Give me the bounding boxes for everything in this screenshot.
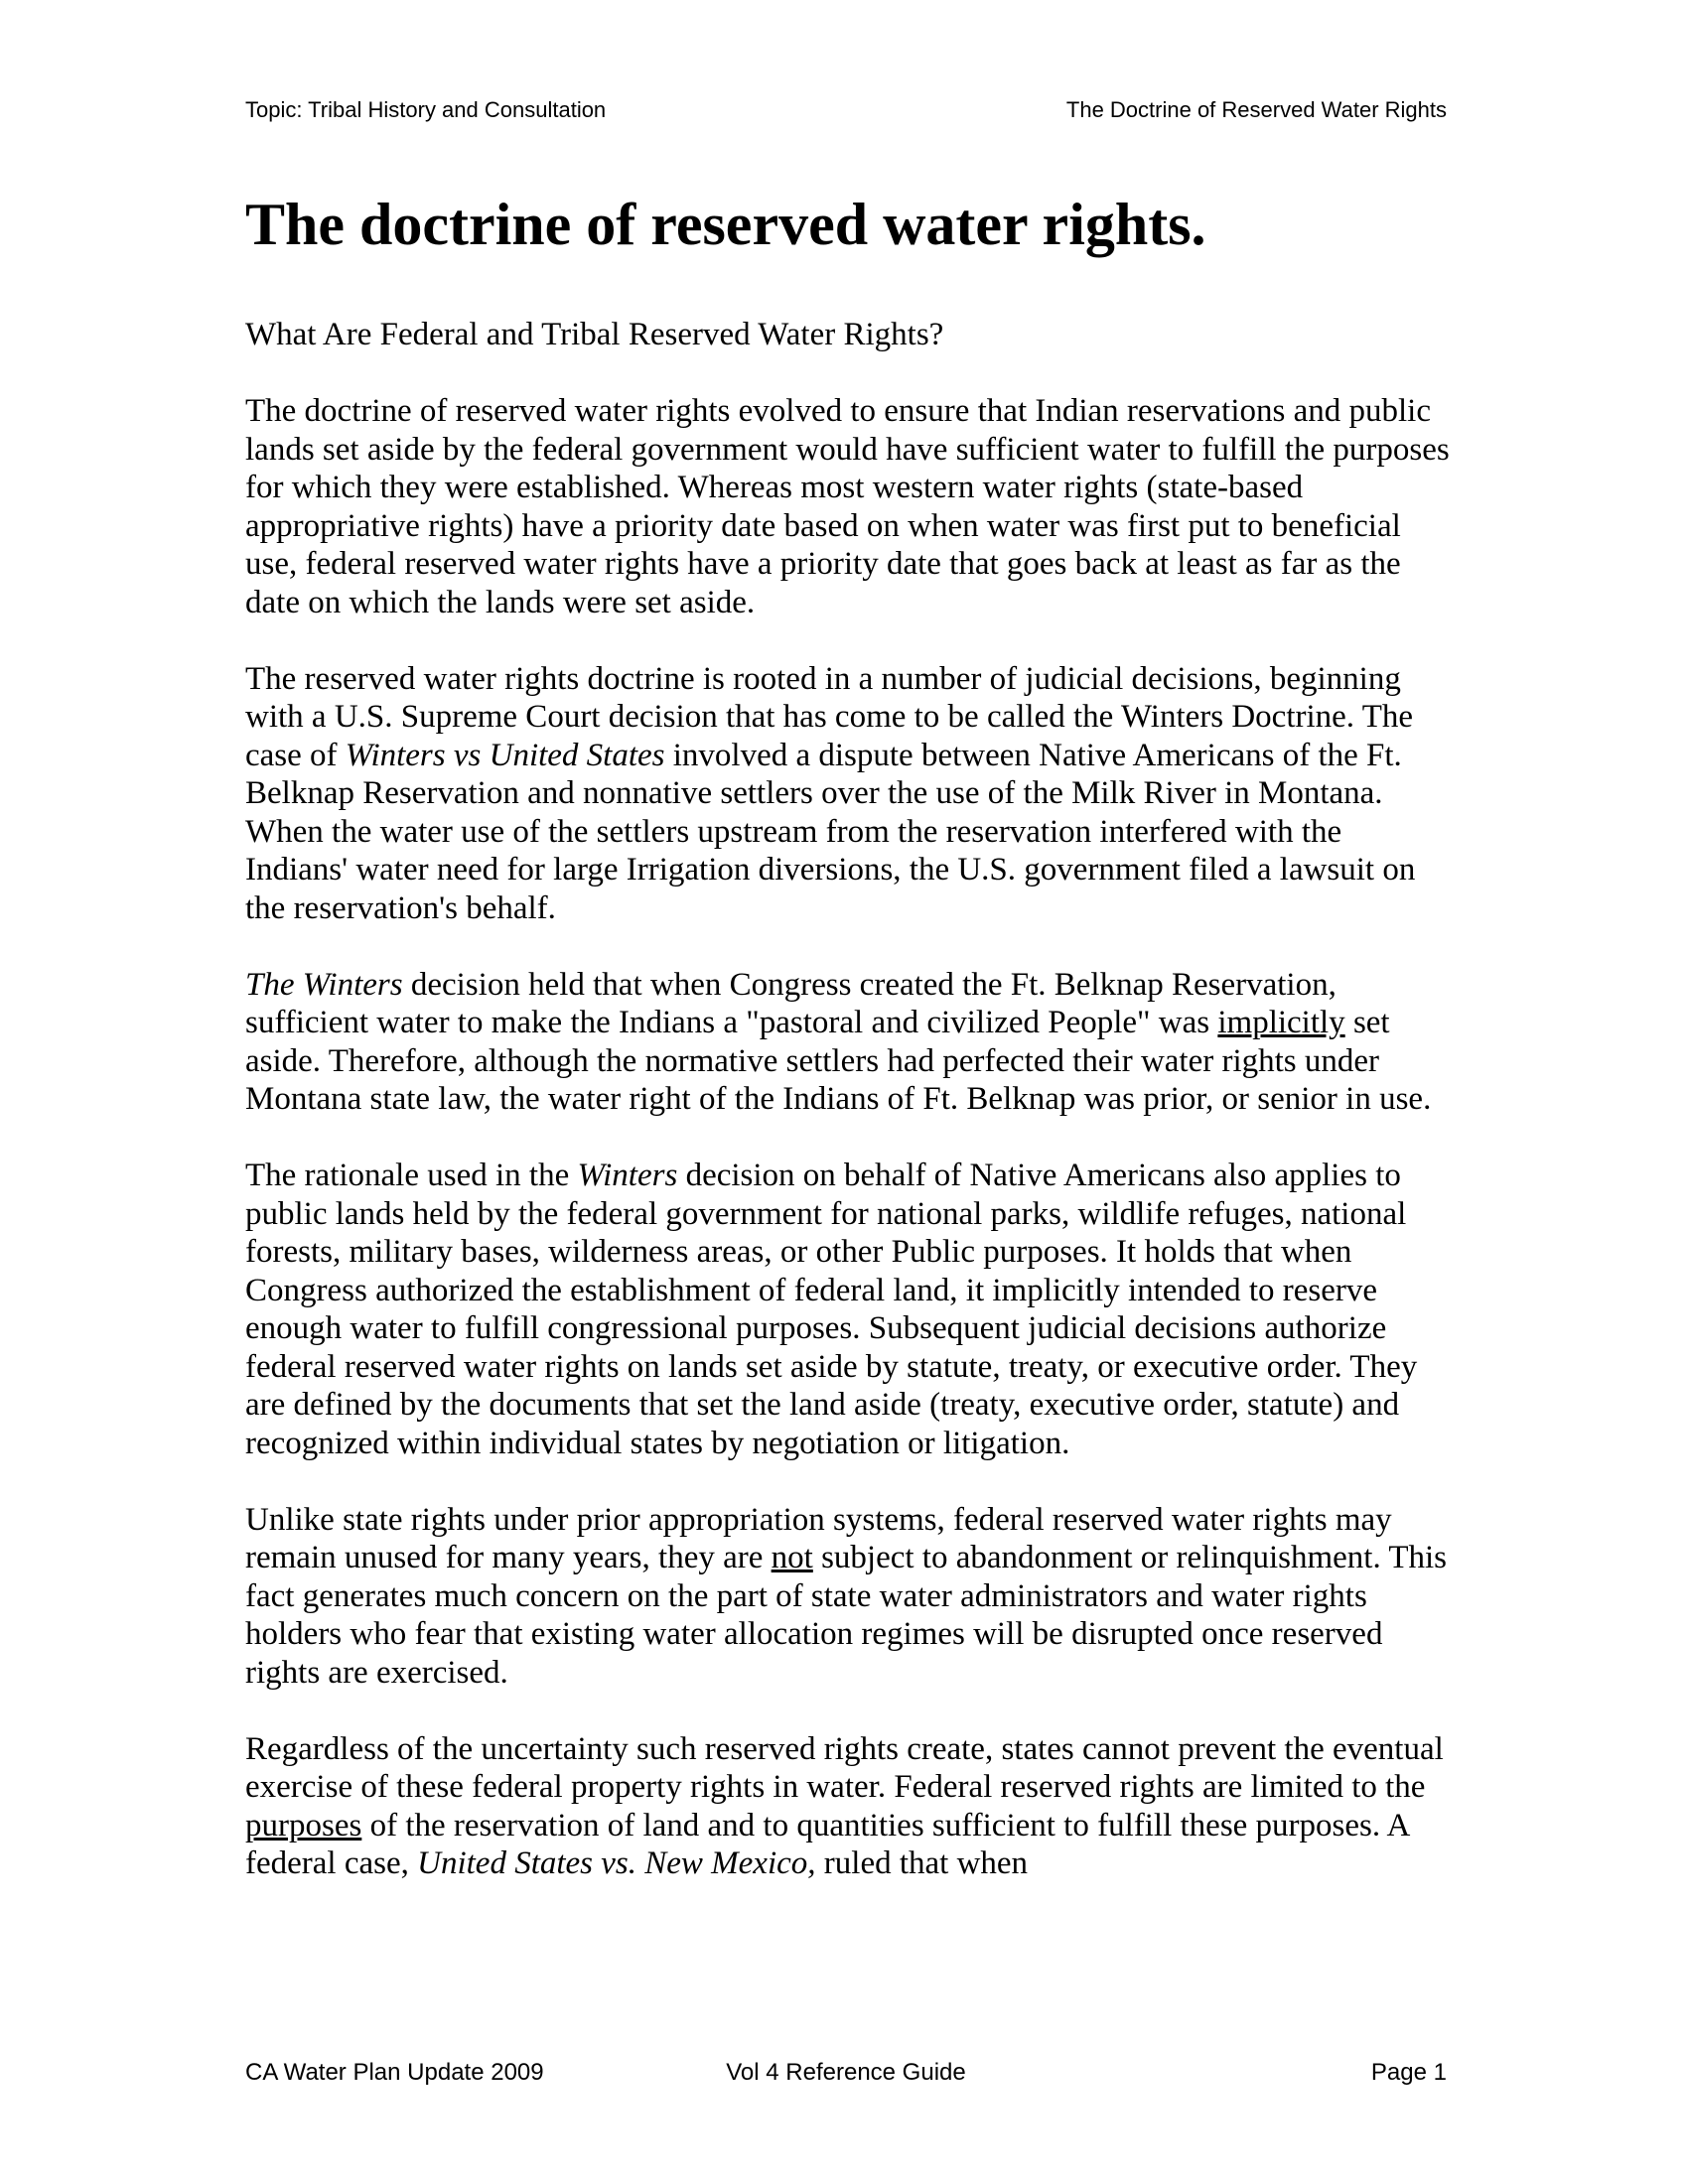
footer-volume-label: Vol 4 Reference Guide (726, 2059, 966, 2086)
italic-text-run: Winters (577, 1158, 678, 1193)
body-paragraph (245, 1157, 1452, 1462)
text-run: ruled that when (815, 1845, 1029, 1881)
text-run: The doctrine of reserved water rights evolved to ensure that Indian reservations and public lands set aside by the federal government would have sufficient water to fulfill the purposes for which they were established. Whereas most western water rights (state-based appropriative rights) have a priority date based on when water was first put to beneficial use, federal reserved water rights have a priority date that goes back at least as far as the date on which the lands were set aside. (245, 393, 1450, 620)
page-header (245, 97, 1447, 123)
paragraph-container (245, 392, 1452, 1883)
italic-text-run: The Winters (245, 966, 403, 1003)
body-paragraph (245, 1730, 1452, 1883)
document-body (245, 185, 1452, 1921)
page-footer (245, 2059, 1447, 2087)
body-paragraph (245, 392, 1452, 621)
text-run: Unlike state rights under prior appropriation systems, federal reserved water rights may remain unused for many years, they are (245, 1501, 1392, 1575)
italic-text-run: Winters vs United States (345, 737, 665, 773)
footer-page-number: Page 1 (1370, 2059, 1447, 2086)
underline-text-run: purposes (245, 1807, 362, 1843)
body-paragraph (245, 1501, 1452, 1693)
text-run: of the reservation of land and to quantities sufficient to fulfill these purposes. A federal case, (245, 1807, 1409, 1881)
text-run: The reserved water rights doctrine is rooted in a number of judicial decisions, beginning with a U.S. Supreme Court decision that has come to be called the Winters Doctrine. The case of (245, 660, 1413, 773)
header-topic-text: Topic: Tribal History and Consultation (245, 97, 607, 122)
underline-text-run: not (771, 1540, 813, 1575)
text-run: The rationale used in the (245, 1158, 578, 1193)
italic-text-run: United States vs. New Mexico, (417, 1845, 816, 1881)
text-run: Regardless of the uncertainty such reserved rights create, states cannot prevent the eventual exercise of these federal property rights in water. Federal reserved rights are limited to the (245, 1730, 1444, 1805)
footer-document-name: CA Water Plan Update 2009 (245, 2059, 544, 2086)
text-run: subject to abandonment or relinquishment. This fact generates much concern on the part of state water administrators and water rights holders who fear that existing water allocation regimes will be disrupted once reserved rights are exercised. (245, 1540, 1448, 1691)
text-run: involved a dispute between Native Americans of the Ft. Belknap Reservation and nonnative settlers over the use of the Milk River in Montana. When the water use of the settlers upstream from the reservation interfered with the Indians' water need for large Irrigation diversions, the U.S. government filed a lawsuit on the reservation's behalf. (245, 737, 1416, 926)
text-run: decision held that when Congress created the Ft. Belknap Reservation, sufficient water to make the Indians a "pastoral and civilized People" was (245, 966, 1336, 1040)
body-paragraph (245, 660, 1452, 928)
text-run: set aside. Therefore, although the normative settlers had perfected their water rights under Montana state law, the water right of the Indians of Ft. Belknap was prior, or senior in use. (245, 1005, 1432, 1117)
header-document-title-text: The Doctrine of Reserved Water Rights (1065, 97, 1447, 122)
section-heading: What Are Federal and Tribal Reserved Water Rights? (245, 317, 944, 352)
underline-text-run: implicitly (1217, 1005, 1345, 1040)
body-paragraph (245, 966, 1452, 1119)
page-title: The doctrine of reserved water rights. (245, 192, 1206, 257)
text-run: decision on behalf of Native Americans also applies to public lands held by the federal government for national parks, wildlife refuges, national forests, military bases, wilderness areas, or other Public purposes. It holds that when Congress authorized the establishment of federal land, it implicitly intended to reserve enough water to fulfill congressional purposes. Subsequent judicial decisions authorize federal reserved water rights on lands set aside by statute, treaty, or executive order. They are defined by the documents that set the land aside (treaty, executive order, statute) and recognized within individual states by negotiation or litigation. (245, 1158, 1418, 1461)
